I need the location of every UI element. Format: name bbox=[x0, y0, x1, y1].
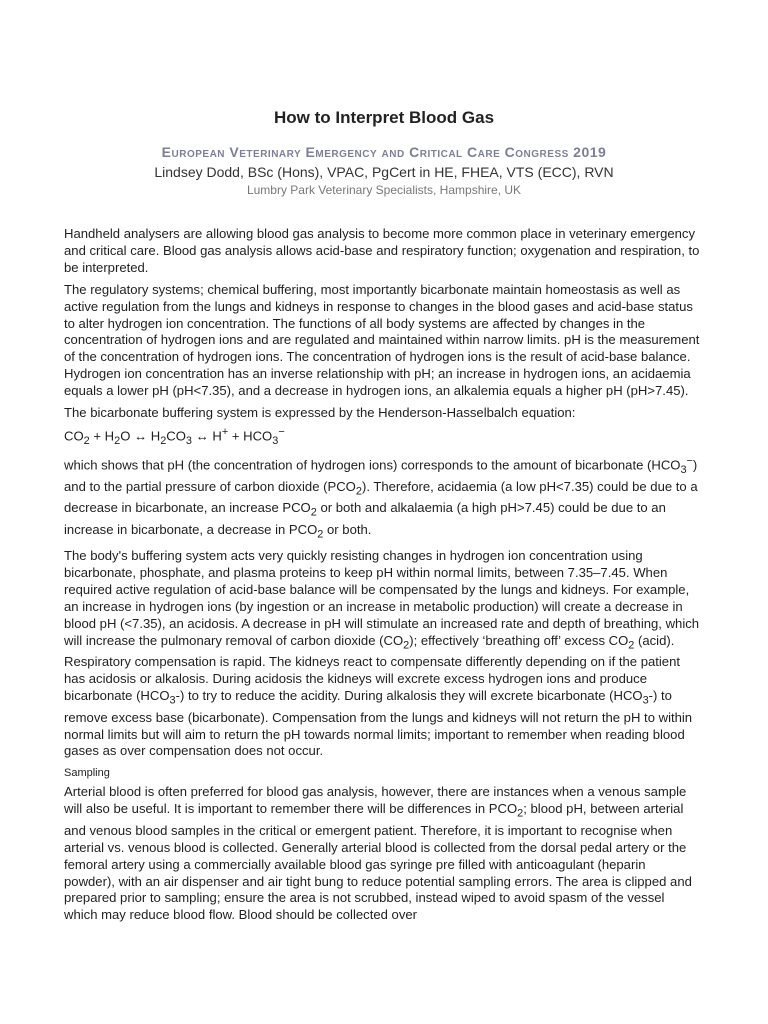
author-line: Lindsey Dodd, BSc (Hons), VPAC, PgCert in HE, FHEA, VTS (ECC), RVN bbox=[154, 164, 614, 180]
conference-name: European Veterinary Emergency and Critical Care Congress 2019 bbox=[161, 144, 607, 160]
paragraph-intro: Handheld analysers are allowing blood gas analysis to become more common place in veterinary emergency and critical care. Blood gas analysis allows acid-base and respiratory function; oxygenation and respiration, to be interpreted. bbox=[64, 226, 700, 275]
paragraph-regulatory-systems: The regulatory systems; chemical buffering, most importantly bicarbonate maintain homeostasis as well as active regulation from the lungs and kidneys in response to changes in the blood gases and acid-base status to alter hydrogen ion concentration. The functions of all body systems are affected by changes in the concentration of hydrogen ions and are regulated and maintained within narrow limits. pH is the measurement of the concentration of hydrogen ions. The concentration of hydrogen ions is the result of acid-base balance. Hydrogen ion concentration has an inverse relationship with pH; an increase in hydrogen ions, an acidaemia equals a lower pH (pH<7.35), and a decrease in hydrogen ions, an alkalemia equals a higher pH (pH>7.45). bbox=[64, 281, 700, 399]
affiliation-line: Lumbry Park Veterinary Specialists, Hampshire, UK bbox=[246, 183, 522, 197]
henderson-hasselbalch-equation: $CO_2 + H_2O$ ↔ $H_2CO_3$ ↔ $H^+ + HCO_3^-$ bbox=[64, 425, 285, 447]
paragraph-equation-explanation: which shows that pH (the concentration of hydrogen ions) corresponds to the amount of bicarbonate $(HCO_3^-)$ and to the partial pressure of carbon dioxide $(PCO_2)$. Therefore, acidaemia (a low pH<7.35) could be due to a decrease in bicarbonate, an increase $PCO_2$ or both and alkalaemia (a high pH>7.45) could be due to an increase in bicarbonate, a decrease in $PCO_2$ or both. bbox=[64, 454, 698, 541]
paragraph-bicarbonate-buffering: The bicarbonate buffering system is expressed by the Henderson-Hasselbalch equation: bbox=[64, 405, 576, 421]
section-heading-sampling: Sampling bbox=[64, 767, 110, 780]
paragraph-sampling: Arterial blood is often preferred for blood gas analysis, however, there are instances when a venous sample will also be useful. It is important to remember there will be differences in $PCO_2$; blood pH, between arterial and venous blood samples in the critical or emergent patient. Therefore, it is important to recognise when arterial vs. venous blood is collected. Generally arterial blood is collected from the dorsal pedal artery or the femoral artery using a commercially available blood gas syringe pre filled with anticoagulant (heparin powder), with an air dispenser and air tight bung to reduce potential sampling errors. The area is clipped and prepared prior to sampling; ensure the area is not scrubbed, instead wiped to avoid spasm of the vessel which may reduce blood flow. Blood should be collected over bbox=[64, 784, 692, 923]
page-title: How to Interpret Blood Gas bbox=[273, 108, 495, 127]
article-body bbox=[64, 226, 700, 929]
paragraph-buffering-compensation: The body's buffering system acts very quickly resisting changes in hydrogen ion concentration using bicarbonate, phosphate, and plasma proteins to keep pH within normal limits, between 7.35–7.45. When required active regulation of acid-base balance will be compensated by the lungs and kidneys. For example, an increase in hydrogen ions (by ingestion or an increase in metabolic production) will create a decrease in blood pH (<7.35), an acidosis. A decrease in pH will stimulate an increased rate and depth of breathing, which will increase the pulmonary removal of carbon dioxide $(CO_2)$; effectively ‘breathing off’ excess $CO_2$ (acid). Respiratory compensation is rapid. The kidneys react to compensate differently depending on if the patient has acidosis or alkalosis. During acidosis the kidneys will excrete excess hydrogen ions and produce bicarbonate $(HCO_3-)$ to try to reduce the acidity. During alkalosis they will excrete bicarbonate $(HCO_3-)$ to remove excess base (bicarbonate). Compensation from the lungs and kidneys will not return the pH to within normal limits but will aim to return the pH towards normal limits; important to remember when reading blood gases as over compensation does not occur. bbox=[64, 548, 700, 759]
